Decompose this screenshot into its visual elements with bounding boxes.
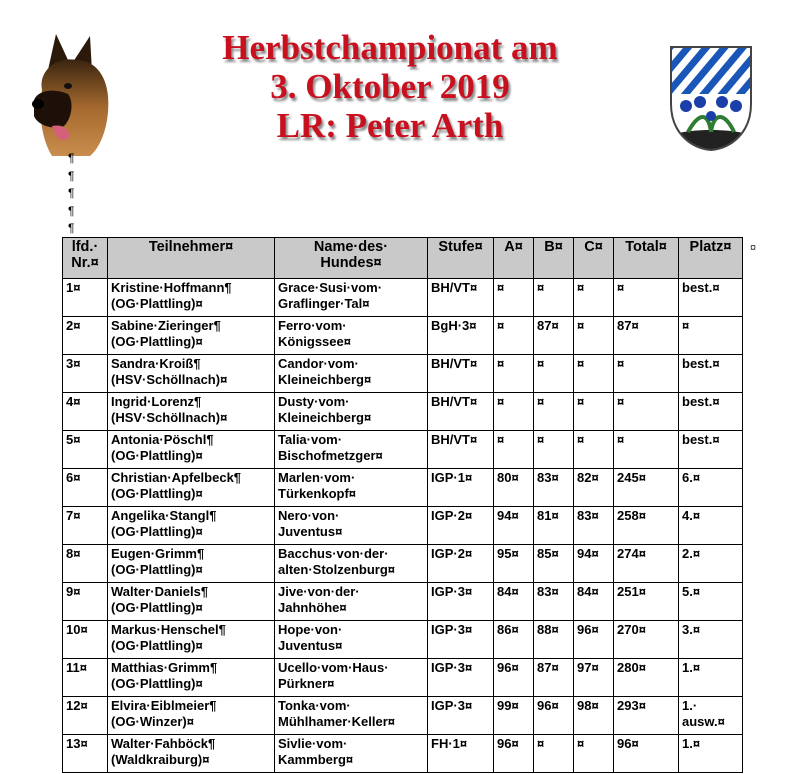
table-row <box>63 355 743 393</box>
cell-total: 251¤ <box>614 583 679 621</box>
cell-teilnehmer-text: (OG·Winzer)¤ <box>111 714 194 729</box>
cell-hund <box>275 659 428 697</box>
cell-stufe: IGP·2¤ <box>428 507 494 545</box>
cell-platz <box>679 659 743 697</box>
cell-a: ¤ <box>494 317 534 355</box>
cell-teilnehmer-text: Elvira·Eiblmeier¶ <box>111 698 217 713</box>
cell-hund-text: Juventus¤ <box>278 524 343 539</box>
cell-teilnehmer-text: (HSV·Schöllnach)¤ <box>111 410 228 425</box>
cell-hund <box>275 431 428 469</box>
cell-teilnehmer-text: Walter·Daniels¶ <box>111 584 209 599</box>
cell-hund <box>275 583 428 621</box>
cell-a: 84¤ <box>494 583 534 621</box>
cell-teilnehmer-text: (OG·Plattling)¤ <box>111 334 203 349</box>
cell-hund <box>275 355 428 393</box>
cell-hund-text: Grace·Susi·vom· <box>278 280 383 295</box>
row-end-mark: ¤ <box>750 242 757 254</box>
pilcrow: ¶ <box>68 168 75 183</box>
cell-total: ¤ <box>614 393 679 431</box>
cell-a: 96¤ <box>494 659 534 697</box>
table-body <box>63 279 743 773</box>
cell-b: 88¤ <box>534 621 574 659</box>
cell-teilnehmer <box>108 279 275 317</box>
cell-a: 99¤ <box>494 697 534 735</box>
cell-teilnehmer-text: (OG·Plattling)¤ <box>111 600 203 615</box>
cell-platz <box>679 279 743 317</box>
cell-stufe: BH/VT¤ <box>428 393 494 431</box>
cell-stufe: IGP·3¤ <box>428 621 494 659</box>
cell-teilnehmer-text: Antonia·Pöschl¶ <box>111 432 214 447</box>
cell-teilnehmer-text: Ingrid·Lorenz¶ <box>111 394 202 409</box>
cell-platz <box>679 317 743 355</box>
cell-platz-text: 6.¤ <box>682 470 701 485</box>
cell-c: 96¤ <box>574 621 614 659</box>
cell-b: 83¤ <box>534 583 574 621</box>
cell-c: ¤ <box>574 393 614 431</box>
cell-teilnehmer-text: (OG·Plattling)¤ <box>111 676 203 691</box>
table-row <box>63 279 743 317</box>
header-c: C¤ <box>574 238 614 279</box>
german-shepherd-dog-logo-icon <box>28 30 118 158</box>
cell-c: 98¤ <box>574 697 614 735</box>
cell-teilnehmer-text: Walter·Fahböck¶ <box>111 736 216 751</box>
cell-total: 293¤ <box>614 697 679 735</box>
cell-nr: 5¤ <box>63 431 108 469</box>
pilcrow: ¶ <box>68 221 75 235</box>
cell-total: ¤ <box>614 431 679 469</box>
cell-teilnehmer <box>108 317 275 355</box>
cell-c: ¤ <box>574 735 614 773</box>
cell-teilnehmer-text: Sabine·Zieringer¶ <box>111 318 221 333</box>
cell-teilnehmer-text: (Waldkraiburg)¤ <box>111 752 210 767</box>
cell-platz <box>679 469 743 507</box>
cell-hund-text: Talia·vom· <box>278 432 343 447</box>
cell-teilnehmer-text: Angelika·Stangl¶ <box>111 508 217 523</box>
cell-nr: 10¤ <box>63 621 108 659</box>
cell-c: ¤ <box>574 431 614 469</box>
cell-hund-text: alten·Stolzenburg¤ <box>278 562 396 577</box>
cell-a: 96¤ <box>494 735 534 773</box>
cell-total: 270¤ <box>614 621 679 659</box>
cell-stufe: IGP·3¤ <box>428 583 494 621</box>
cell-hund-text: Tonka·vom· <box>278 698 351 713</box>
cell-a: ¤ <box>494 355 534 393</box>
cell-b: ¤ <box>534 393 574 431</box>
cell-hund <box>275 621 428 659</box>
cell-c: 84¤ <box>574 583 614 621</box>
title-line-3: LR: Peter Arth <box>276 106 504 145</box>
cell-nr: 2¤ <box>63 317 108 355</box>
header-nr-line2: Nr.¤ <box>71 255 99 271</box>
cell-total: 87¤ <box>614 317 679 355</box>
cell-stufe: BgH·3¤ <box>428 317 494 355</box>
cell-hund-text: Candor·vom· <box>278 356 359 371</box>
cell-teilnehmer-text: Christian·Apfelbeck¶ <box>111 470 242 485</box>
cell-platz-text: 4.¤ <box>682 508 701 523</box>
paragraph-marks <box>68 150 74 238</box>
cell-nr: 9¤ <box>63 583 108 621</box>
cell-b: 87¤ <box>534 317 574 355</box>
cell-total: ¤ <box>614 279 679 317</box>
cell-hund-text: Hope·von· <box>278 622 343 637</box>
cell-c: 82¤ <box>574 469 614 507</box>
cell-platz <box>679 393 743 431</box>
cell-teilnehmer <box>108 697 275 735</box>
cell-hund-text: Ferro·vom· <box>278 318 347 333</box>
cell-a: ¤ <box>494 279 534 317</box>
cell-teilnehmer-text: Sandra·Kroiß¶ <box>111 356 201 371</box>
table-row <box>63 545 743 583</box>
results-table <box>62 237 743 773</box>
header-stufe: Stufe¤ <box>428 238 494 279</box>
cell-c: 83¤ <box>574 507 614 545</box>
cell-hund <box>275 697 428 735</box>
cell-platz-text: 5.¤ <box>682 584 701 599</box>
title-line-2: 3. Oktober 2019 <box>270 67 510 106</box>
cell-b: ¤ <box>534 431 574 469</box>
cell-teilnehmer <box>108 431 275 469</box>
cell-stufe: BH/VT¤ <box>428 279 494 317</box>
cell-hund <box>275 469 428 507</box>
cell-hund <box>275 735 428 773</box>
cell-hund-text: Jahnhöhe¤ <box>278 600 347 615</box>
pilcrow: ¶ <box>68 203 75 218</box>
cell-teilnehmer-text: (OG·Plattling)¤ <box>111 638 203 653</box>
cell-stufe: IGP·1¤ <box>428 469 494 507</box>
cell-teilnehmer <box>108 583 275 621</box>
header-teilnehmer: Teilnehmer¤ <box>108 238 275 279</box>
cell-teilnehmer-text: (OG·Plattling)¤ <box>111 562 203 577</box>
cell-hund <box>275 317 428 355</box>
header-nr <box>63 238 108 279</box>
cell-teilnehmer <box>108 659 275 697</box>
cell-hund-text: Türkenkopf¤ <box>278 486 357 501</box>
cell-hund-text: Kleineichberg¤ <box>278 410 372 425</box>
cell-platz-text: 1.¤ <box>682 736 701 751</box>
cell-b: 85¤ <box>534 545 574 583</box>
cell-teilnehmer <box>108 735 275 773</box>
cell-teilnehmer <box>108 621 275 659</box>
cell-hund-text: Juventus¤ <box>278 638 343 653</box>
cell-hund-text: Marlen·vom· <box>278 470 356 485</box>
table-row <box>63 431 743 469</box>
cell-total: ¤ <box>614 355 679 393</box>
bavarian-crest-icon <box>668 44 754 152</box>
table-header <box>63 238 743 279</box>
cell-platz <box>679 697 743 735</box>
cell-c: 94¤ <box>574 545 614 583</box>
cell-platz-text: ¤ <box>682 318 690 333</box>
cell-stufe: BH/VT¤ <box>428 431 494 469</box>
cell-b: ¤ <box>534 355 574 393</box>
cell-hund-text: Nero·von· <box>278 508 340 523</box>
cell-nr: 4¤ <box>63 393 108 431</box>
cell-hund <box>275 393 428 431</box>
table-row <box>63 583 743 621</box>
cell-b: ¤ <box>534 279 574 317</box>
cell-c: ¤ <box>574 279 614 317</box>
cell-a: ¤ <box>494 393 534 431</box>
cell-b: ¤ <box>534 735 574 773</box>
cell-stufe: IGP·2¤ <box>428 545 494 583</box>
cell-platz <box>679 545 743 583</box>
cell-a: 86¤ <box>494 621 534 659</box>
header-row <box>63 238 743 279</box>
cell-total: 274¤ <box>614 545 679 583</box>
cell-teilnehmer <box>108 507 275 545</box>
table-row <box>63 735 743 773</box>
header-hund-line1: Name·des· <box>313 239 389 255</box>
cell-a: 80¤ <box>494 469 534 507</box>
cell-platz <box>679 735 743 773</box>
cell-b: 87¤ <box>534 659 574 697</box>
cell-hund <box>275 507 428 545</box>
cell-c: 97¤ <box>574 659 614 697</box>
cell-platz <box>679 583 743 621</box>
cell-b: 81¤ <box>534 507 574 545</box>
cell-teilnehmer-text: (OG·Plattling)¤ <box>111 448 203 463</box>
cell-teilnehmer-text: (OG·Plattling)¤ <box>111 486 203 501</box>
cell-c: ¤ <box>574 355 614 393</box>
cell-hund-text: Graflinger·Tal¤ <box>278 296 370 311</box>
cell-teilnehmer-text: Markus·Henschel¶ <box>111 622 226 637</box>
cell-total: 280¤ <box>614 659 679 697</box>
cell-platz-text: 3.¤ <box>682 622 701 637</box>
cell-teilnehmer <box>108 469 275 507</box>
table-row <box>63 507 743 545</box>
cell-teilnehmer-text: (OG·Plattling)¤ <box>111 296 203 311</box>
cell-platz <box>679 431 743 469</box>
table-row <box>63 317 743 355</box>
cell-nr: 7¤ <box>63 507 108 545</box>
cell-teilnehmer-text: (OG·Plattling)¤ <box>111 524 203 539</box>
title-line-1: Herbstchampionat am <box>222 28 558 67</box>
cell-stufe: IGP·3¤ <box>428 697 494 735</box>
pilcrow: ¶ <box>68 186 75 200</box>
cell-teilnehmer <box>108 393 275 431</box>
cell-nr: 13¤ <box>63 735 108 773</box>
header-a: A¤ <box>494 238 534 279</box>
cell-hund-text: Pürkner¤ <box>278 676 335 691</box>
cell-platz-text: best.¤ <box>682 394 720 409</box>
cell-hund-text: Jive·von·der· <box>278 584 360 599</box>
cell-nr: 6¤ <box>63 469 108 507</box>
cell-total: 245¤ <box>614 469 679 507</box>
cell-platz-text: 2.¤ <box>682 546 701 561</box>
header-b: B¤ <box>534 238 574 279</box>
cell-nr: 8¤ <box>63 545 108 583</box>
document-title <box>110 28 670 145</box>
cell-teilnehmer-text: (HSV·Schöllnach)¤ <box>111 372 228 387</box>
cell-platz-text: 1.¤ <box>682 660 701 675</box>
cell-total: 96¤ <box>614 735 679 773</box>
table-row <box>63 393 743 431</box>
cell-platz <box>679 355 743 393</box>
cell-c: ¤ <box>574 317 614 355</box>
table-row <box>63 621 743 659</box>
cell-teilnehmer-text: Matthias·Grimm¶ <box>111 660 218 675</box>
cell-hund-text: Kleineichberg¤ <box>278 372 372 387</box>
table-row <box>63 697 743 735</box>
header-hund <box>275 238 428 279</box>
cell-hund-text: Bacchus·von·der· <box>278 546 389 561</box>
header-nr-line1: lfd.· <box>71 239 99 255</box>
cell-hund-text: Sivlie·vom· <box>278 736 348 751</box>
cell-platz-text: best.¤ <box>682 356 720 371</box>
cell-a: ¤ <box>494 431 534 469</box>
cell-teilnehmer-text: Kristine·Hoffmann¶ <box>111 280 232 295</box>
cell-hund-text: Bischofmetzger¤ <box>278 448 383 463</box>
cell-nr: 3¤ <box>63 355 108 393</box>
cell-a: 94¤ <box>494 507 534 545</box>
cell-hund-text: Mühlhamer·Keller¤ <box>278 714 396 729</box>
header-platz: Platz¤ <box>679 238 743 279</box>
cell-total: 258¤ <box>614 507 679 545</box>
cell-platz-text: best.¤ <box>682 280 720 295</box>
cell-teilnehmer <box>108 355 275 393</box>
cell-hund <box>275 545 428 583</box>
cell-nr: 12¤ <box>63 697 108 735</box>
cell-platz <box>679 507 743 545</box>
cell-teilnehmer <box>108 545 275 583</box>
cell-b: 83¤ <box>534 469 574 507</box>
pilcrow: ¶ <box>68 151 75 165</box>
cell-stufe: BH/VT¤ <box>428 355 494 393</box>
cell-hund-text: Dusty·vom· <box>278 394 350 409</box>
cell-nr: 11¤ <box>63 659 108 697</box>
cell-stufe: IGP·3¤ <box>428 659 494 697</box>
cell-hund-text: Kammberg¤ <box>278 752 354 767</box>
cell-platz <box>679 621 743 659</box>
cell-stufe: FH·1¤ <box>428 735 494 773</box>
table-row <box>63 469 743 507</box>
header-hund-line2: Hundes¤ <box>320 255 382 271</box>
cell-a: 95¤ <box>494 545 534 583</box>
cell-platz-text: 1.· <box>682 698 698 713</box>
header-total: Total¤ <box>614 238 679 279</box>
cell-teilnehmer-text: Eugen·Grimm¶ <box>111 546 205 561</box>
table-row <box>63 659 743 697</box>
cell-hund-text: Königssee¤ <box>278 334 351 349</box>
cell-platz-text: ausw.¤ <box>682 714 725 729</box>
cell-hund <box>275 279 428 317</box>
cell-platz-text: best.¤ <box>682 432 720 447</box>
cell-hund-text: Ucello·vom·Haus· <box>278 660 389 675</box>
cell-b: 96¤ <box>534 697 574 735</box>
cell-nr: 1¤ <box>63 279 108 317</box>
